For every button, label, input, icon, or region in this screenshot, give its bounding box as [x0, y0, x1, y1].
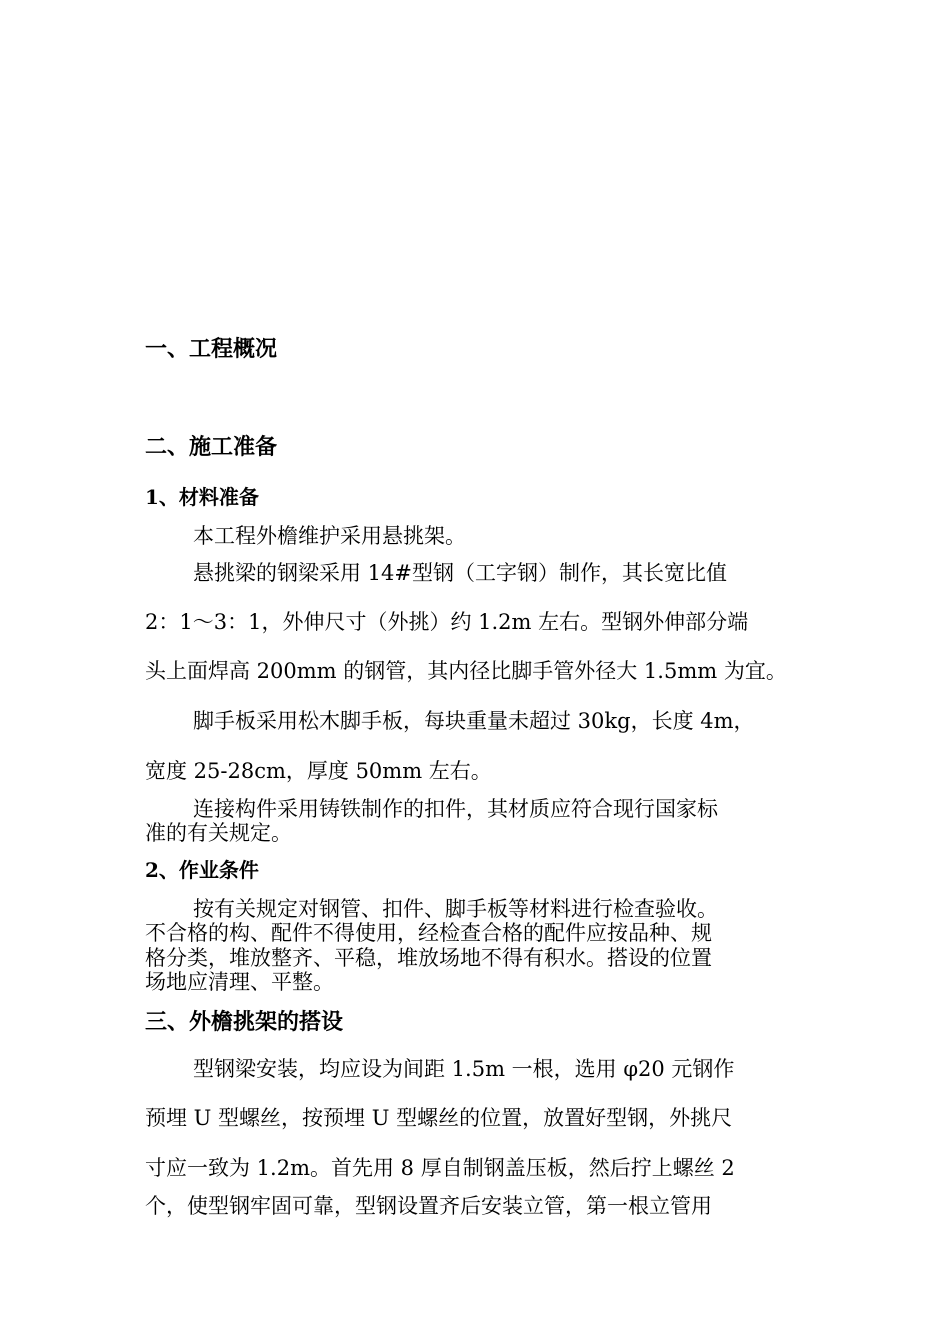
paragraph-line: 悬挑梁的钢梁采用 14#型钢（工字钢）制作，其长宽比值 [193, 561, 727, 585]
paragraph-line: 按有关规定对钢管、扣件、脚手板等材料进行检查验收。 [193, 897, 718, 921]
paragraph-line: 型钢梁安装，均应设为间距 1.5m 一根，选用 φ20 元钢作 [193, 1057, 735, 1081]
paragraph-line: 准的有关规定。 [145, 821, 292, 845]
paragraph-line: 连接构件采用铸铁制作的扣件，其材质应符合现行国家标 [193, 797, 718, 821]
paragraph-line: 2：1～3：1，外伸尺寸（外挑）约 1.2m 左右。型钢外伸部分端 [145, 610, 749, 634]
paragraph-line: 格分类，堆放整齐、平稳，堆放场地不得有积水。搭设的位置 [145, 946, 712, 970]
paragraph-line: 宽度 25-28cm，厚度 50mm 左右。 [145, 759, 492, 783]
section-3-heading: 三、外檐挑架的搭设 [145, 1009, 344, 1035]
paragraph-line: 本工程外檐维护采用悬挑架。 [193, 524, 466, 548]
subsection-2-2-heading: 2、作业条件 [145, 858, 259, 882]
paragraph-line: 个，使型钢牢固可靠，型钢设置齐后安装立管，第一根立管用 [145, 1194, 712, 1218]
paragraph-line: 脚手板采用松木脚手板，每块重量未超过 30kg，长度 4m， [193, 709, 755, 733]
paragraph-line: 头上面焊高 200mm 的钢管，其内径比脚手管外径大 1.5mm 为宜。 [145, 659, 787, 683]
section-1-heading: 一、工程概况 [145, 336, 278, 362]
paragraph-line: 不合格的构、配件不得使用，经检查合格的配件应按品种、规 [145, 921, 712, 945]
paragraph-line: 预埋 U 型螺丝，按预埋 U 型螺丝的位置，放置好型钢，外挑尺 [145, 1106, 733, 1130]
subsection-2-1-heading: 1、材料准备 [145, 485, 259, 509]
paragraph-line: 场地应清理、平整。 [145, 970, 334, 994]
section-2-heading: 二、施工准备 [145, 434, 278, 460]
paragraph-line: 寸应一致为 1.2m。首先用 8 厚自制钢盖压板，然后拧上螺丝 2 [145, 1156, 735, 1180]
